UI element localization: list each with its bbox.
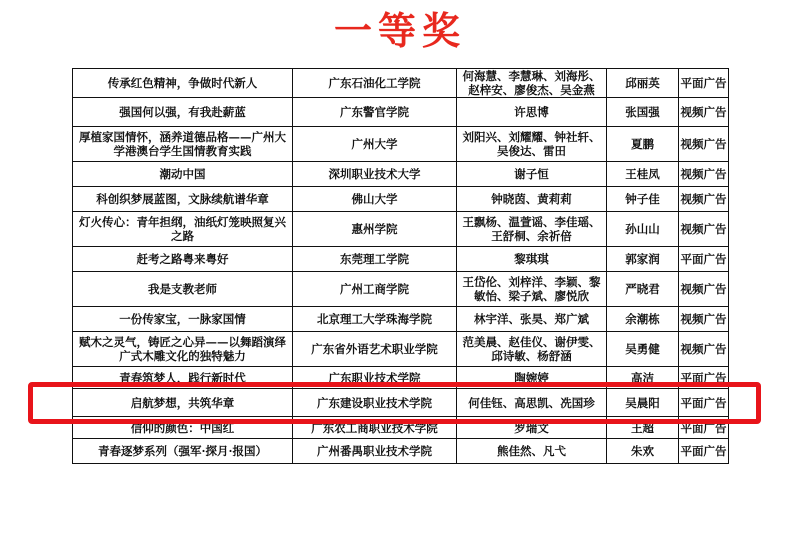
school-cell: 广州工商学院: [293, 272, 457, 307]
school-cell: 深圳职业技术大学: [293, 162, 457, 187]
work-title-cell: 赋木之灵气，铸匠之心异——以舞蹈演绎广式木雕文化的独特魅力: [73, 332, 293, 367]
advisor-cell: 郭家润: [607, 247, 679, 272]
authors-cell: 王岱伦、刘梓洋、李颖、黎敏怡、梁子斌、廖悦欣: [457, 272, 607, 307]
authors-cell: 何佳钰、高思凯、冼国珍: [457, 389, 607, 417]
advisor-cell: 高洁: [607, 367, 679, 389]
work-title-cell: 青春筑梦人，践行新时代: [73, 367, 293, 389]
type-cell: 视频广告: [679, 187, 729, 212]
authors-cell: 罗瑞文: [457, 417, 607, 439]
type-cell: 视频广告: [679, 272, 729, 307]
type-cell: 平面广告: [679, 247, 729, 272]
table-row: [73, 212, 729, 247]
table-row-highlighted: [73, 389, 729, 417]
work-title-cell: 灯火传心：青年担纲，油纸灯笼映照复兴之路: [73, 212, 293, 247]
advisor-cell: 夏鹏: [607, 127, 679, 162]
authors-cell: 何海慧、李慧琳、刘海彤、赵梓安、廖俊杰、吴金燕: [457, 69, 607, 98]
school-cell: 广东石油化工学院: [293, 69, 457, 98]
authors-cell: 陶婉婷: [457, 367, 607, 389]
type-cell: 平面广告: [679, 417, 729, 439]
table-row: [73, 127, 729, 162]
work-title-cell: 潮动中国: [73, 162, 293, 187]
authors-cell: 钟晓茵、黄莉莉: [457, 187, 607, 212]
table-row: [73, 187, 729, 212]
work-title-cell: 传承红色精神，争做时代新人: [73, 69, 293, 98]
authors-cell: 刘阳兴、刘耀耀、钟社轩、吴俊达、雷田: [457, 127, 607, 162]
advisor-cell: 严晓君: [607, 272, 679, 307]
table-row: [73, 98, 729, 127]
table-row: [73, 69, 729, 98]
school-cell: 广州番禺职业技术学院: [293, 439, 457, 464]
work-title-cell: 强国何以强，有我赴薪蓝: [73, 98, 293, 127]
advisor-cell: 王桂凤: [607, 162, 679, 187]
work-title-cell: 启航梦想，共筑华章: [73, 389, 293, 417]
school-cell: 惠州学院: [293, 212, 457, 247]
award-table: [72, 68, 729, 464]
advisor-cell: 邱丽英: [607, 69, 679, 98]
school-cell: 广东警官学院: [293, 98, 457, 127]
table-row: [73, 439, 729, 464]
type-cell: 视频广告: [679, 98, 729, 127]
table-row: [73, 247, 729, 272]
advisor-cell: 余潮栋: [607, 307, 679, 332]
work-title-cell: 一份传家宝，一脉家国情: [73, 307, 293, 332]
advisor-cell: 钟子佳: [607, 187, 679, 212]
advisor-cell: 张国强: [607, 98, 679, 127]
work-title-cell: 我是支教老师: [73, 272, 293, 307]
school-cell: 北京理工大学珠海学院: [293, 307, 457, 332]
type-cell: 平面广告: [679, 389, 729, 417]
bottom-fade: [0, 478, 800, 534]
work-title-cell: 厚植家国情怀，涵养道德品格——广州大学港澳台学生国情教育实践: [73, 127, 293, 162]
school-cell: 广东农工商职业技术学院: [293, 417, 457, 439]
type-cell: 视频广告: [679, 127, 729, 162]
school-cell: 广州大学: [293, 127, 457, 162]
table-row: [73, 417, 729, 439]
advisor-cell: 孙山山: [607, 212, 679, 247]
work-title-cell: 科创织梦展蓝图，文脉续航谱华章: [73, 187, 293, 212]
authors-cell: 黎琪琪: [457, 247, 607, 272]
school-cell: 东莞理工学院: [293, 247, 457, 272]
advisor-cell: 吴晨阳: [607, 389, 679, 417]
school-cell: 广东职业技术学院: [293, 367, 457, 389]
type-cell: 视频广告: [679, 332, 729, 367]
authors-cell: 林宇洋、张昊、郑广斌: [457, 307, 607, 332]
type-cell: 平面广告: [679, 439, 729, 464]
work-title-cell: 青春逐梦系列（强军·探月·报国）: [73, 439, 293, 464]
authors-cell: 许思博: [457, 98, 607, 127]
work-title-cell: 赶考之路粤来粤好: [73, 247, 293, 272]
table-row: [73, 332, 729, 367]
table-row: [73, 272, 729, 307]
type-cell: 视频广告: [679, 212, 729, 247]
school-cell: 佛山大学: [293, 187, 457, 212]
authors-cell: 熊佳然、凡弋: [457, 439, 607, 464]
type-cell: 视频广告: [679, 307, 729, 332]
authors-cell: 王飘杨、温萱谣、李佳瑶、王舒桐、余祈倍: [457, 212, 607, 247]
table-row: [73, 307, 729, 332]
table-row: [73, 367, 729, 389]
type-cell: 视频广告: [679, 162, 729, 187]
type-cell: 平面广告: [679, 367, 729, 389]
type-cell: 平面广告: [679, 69, 729, 98]
school-cell: 广东建设职业技术学院: [293, 389, 457, 417]
advisor-cell: 朱欢: [607, 439, 679, 464]
advisor-cell: 王超: [607, 417, 679, 439]
page-title: 一等奖: [333, 9, 466, 53]
table-row: [73, 162, 729, 187]
work-title-cell: 信仰的颜色：中国红: [73, 417, 293, 439]
authors-cell: 范美晨、赵佳仪、谢伊雯、邱诗敏、杨舒涵: [457, 332, 607, 367]
authors-cell: 谢子恒: [457, 162, 607, 187]
advisor-cell: 吴勇健: [607, 332, 679, 367]
school-cell: 广东省外语艺术职业学院: [293, 332, 457, 367]
